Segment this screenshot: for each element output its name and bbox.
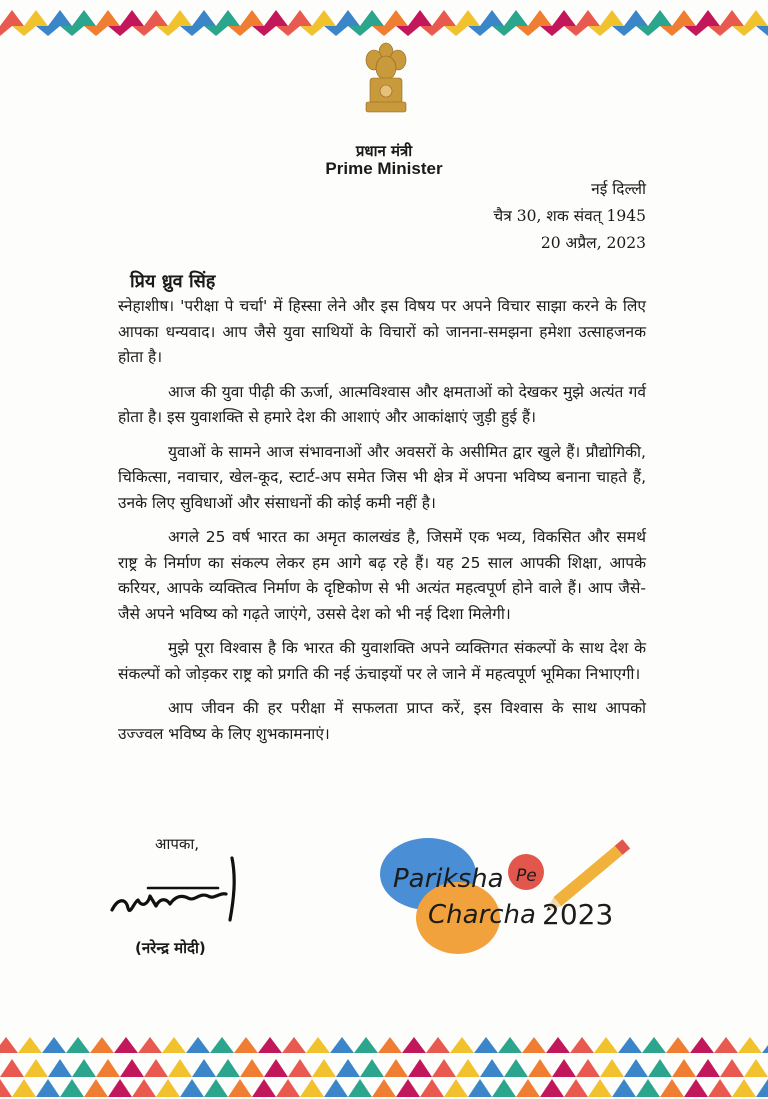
signatory-name: (नरेन्द्र मोदी) xyxy=(135,939,206,957)
letter-body xyxy=(118,294,646,756)
border-triangle xyxy=(348,26,372,36)
border-triangle xyxy=(108,26,132,36)
border-triangle xyxy=(576,10,600,26)
border-triangle xyxy=(276,1079,300,1097)
border-triangle xyxy=(306,1037,330,1053)
border-triangle xyxy=(324,1079,348,1097)
border-triangle xyxy=(156,1079,180,1097)
border-triangle xyxy=(0,26,12,36)
border-triangle xyxy=(72,10,96,26)
border-triangle xyxy=(258,1037,282,1053)
paragraph: युवाओं के सामने आज संभावनाओं और अवसरों के असीमित द्वार खुले हैं। प्रौद्योगिकी, चिकित्सा, नवाचार, खेल-कूद, स्टार्ट-अप समेत जिस भी क्षेत्र में अपना भविष्य बनाना चाहते हैं, उनके लिए सुविधाओं और संसाधनों की कोई कमी नहीं है। xyxy=(118,442,646,512)
border-triangle xyxy=(456,10,480,26)
border-triangle xyxy=(180,26,204,36)
border-triangle xyxy=(420,1079,444,1097)
border-triangle xyxy=(576,1059,600,1077)
border-triangle xyxy=(684,1079,708,1097)
border-triangle xyxy=(354,1037,378,1053)
border-triangle xyxy=(444,26,468,36)
border-triangle xyxy=(618,1037,642,1053)
border-triangle xyxy=(588,1079,612,1097)
border-triangle xyxy=(492,26,516,36)
border-triangle xyxy=(672,10,696,26)
paragraph: स्नेहाशीष। 'परीक्षा पे चर्चा' में हिस्सा लेने और इस विषय पर अपने विचार साझा करने के लिए आपका धन्यवाद। आप जैसे युवा साथियों के विचारों को जानना-समझना हमेशा उत्साहजनक होता है। xyxy=(118,297,646,366)
border-triangle xyxy=(450,1037,474,1053)
border-triangle xyxy=(228,1079,252,1097)
border-triangle xyxy=(612,26,636,36)
border-triangle xyxy=(732,26,756,36)
border-triangle xyxy=(360,10,384,26)
border-triangle xyxy=(348,1079,372,1097)
border-triangle xyxy=(312,1059,336,1077)
border-triangle xyxy=(156,26,180,36)
closing: आपका, xyxy=(155,835,200,853)
border-triangle xyxy=(18,1037,42,1053)
border-triangle xyxy=(552,10,576,26)
border-triangle xyxy=(48,1059,72,1077)
office-title-hindi: प्रधान मंत्री xyxy=(355,142,413,160)
border-triangle xyxy=(708,1079,732,1097)
border-triangle xyxy=(552,1059,576,1077)
border-triangle xyxy=(516,26,540,36)
border-triangle xyxy=(372,1079,396,1097)
place: नई दिल्ली xyxy=(591,180,646,198)
border-triangle xyxy=(204,1079,228,1097)
border-triangle xyxy=(36,26,60,36)
border-triangle xyxy=(564,1079,588,1097)
border-triangle xyxy=(660,26,684,36)
border-triangle xyxy=(522,1037,546,1053)
border-triangle xyxy=(720,1059,744,1077)
border-triangle xyxy=(636,1079,660,1097)
top-decorative-border xyxy=(0,0,768,40)
border-triangle xyxy=(588,26,612,36)
logo-word-charcha: Charcha xyxy=(428,900,536,930)
border-triangle xyxy=(672,1059,696,1077)
border-triangle xyxy=(624,1059,648,1077)
border-triangle xyxy=(12,1079,36,1097)
border-triangle xyxy=(480,10,504,26)
border-triangle xyxy=(612,1079,636,1097)
border-triangle xyxy=(252,1079,276,1097)
border-triangle xyxy=(36,1079,60,1097)
border-triangle xyxy=(480,1059,504,1077)
paragraph: आप जीवन की हर परीक्षा में सफलता प्राप्त करें, इस विश्वास के साथ आपको उज्ज्वल भविष्य के लिए शुभकामनाएं। xyxy=(118,699,646,743)
border-triangle xyxy=(408,10,432,26)
border-triangle xyxy=(282,1037,306,1053)
border-triangle xyxy=(402,1037,426,1053)
border-triangle xyxy=(600,1059,624,1077)
paragraph: मुझे पूरा विश्वास है कि भारत की युवाशक्ति अपने व्यक्तिगत संकल्पों के साथ देश के संकल्पों को जोड़कर राष्ट्र को प्रगति की नई ऊंचाइयों पर ले जाने में महत्वपूर्ण भूमिका निभाएगी। xyxy=(118,639,646,683)
border-triangle xyxy=(276,26,300,36)
border-triangle xyxy=(600,10,624,26)
border-triangle xyxy=(66,1037,90,1053)
border-triangle xyxy=(540,1079,564,1097)
border-triangle xyxy=(120,1059,144,1077)
border-triangle xyxy=(468,26,492,36)
border-triangle xyxy=(384,10,408,26)
border-triangle xyxy=(186,1037,210,1053)
logo-year: 2023 xyxy=(542,898,614,931)
border-triangle xyxy=(90,1037,114,1053)
border-triangle xyxy=(384,1059,408,1077)
border-triangle xyxy=(468,1079,492,1097)
border-triangle xyxy=(660,1079,684,1097)
border-triangle xyxy=(264,10,288,26)
border-triangle xyxy=(300,26,324,36)
border-triangle xyxy=(696,10,720,26)
border-triangle xyxy=(210,1037,234,1053)
border-triangle xyxy=(714,1037,738,1053)
border-triangle xyxy=(0,1037,18,1053)
border-triangle xyxy=(180,1079,204,1097)
border-triangle xyxy=(648,1059,672,1077)
border-triangle xyxy=(240,1059,264,1077)
border-triangle xyxy=(738,1037,762,1053)
border-triangle xyxy=(396,26,420,36)
border-triangle xyxy=(120,10,144,26)
border-triangle xyxy=(144,1059,168,1077)
border-triangle xyxy=(96,10,120,26)
border-triangle xyxy=(546,1037,570,1053)
border-triangle xyxy=(168,10,192,26)
border-triangle xyxy=(300,1079,324,1097)
border-triangle xyxy=(24,10,48,26)
gregorian-date: 20 अप्रैल, 2023 xyxy=(540,234,646,252)
border-triangle xyxy=(330,1037,354,1053)
border-triangle xyxy=(636,26,660,36)
border-triangle xyxy=(264,1059,288,1077)
border-triangle xyxy=(84,1079,108,1097)
border-triangle xyxy=(216,1059,240,1077)
border-triangle xyxy=(288,10,312,26)
border-triangle xyxy=(426,1037,450,1053)
paragraph: आज की युवा पीढ़ी की ऊर्जा, आत्मविश्वास और क्षमताओं को देखकर मुझे अत्यंत गर्व होता है। इस युवाशक्ति से हमारे देश की आशाएं और आकांक्षाएं जुड़ी हुई हैं। xyxy=(118,382,646,426)
border-triangle xyxy=(138,1037,162,1053)
border-triangle xyxy=(12,26,36,36)
border-triangle xyxy=(516,1079,540,1097)
border-triangle xyxy=(312,10,336,26)
border-triangle xyxy=(360,1059,384,1077)
border-triangle xyxy=(564,26,588,36)
border-triangle xyxy=(48,10,72,26)
border-triangle xyxy=(540,26,564,36)
border-triangle xyxy=(228,26,252,36)
border-triangle xyxy=(684,26,708,36)
pariksha-pe-charcha-logo xyxy=(378,826,638,966)
border-triangle xyxy=(114,1037,138,1053)
border-triangle xyxy=(0,1079,12,1097)
border-triangle xyxy=(444,1079,468,1097)
border-triangle xyxy=(708,26,732,36)
border-triangle xyxy=(528,10,552,26)
border-triangle xyxy=(144,10,168,26)
border-triangle xyxy=(744,10,768,26)
bottom-decorative-border xyxy=(0,1019,768,1099)
border-triangle xyxy=(432,10,456,26)
border-triangle xyxy=(192,1059,216,1077)
border-triangle xyxy=(732,1079,756,1097)
border-triangle xyxy=(204,26,228,36)
border-triangle xyxy=(24,1059,48,1077)
border-triangle xyxy=(60,1079,84,1097)
border-triangle xyxy=(96,1059,120,1077)
border-triangle xyxy=(336,10,360,26)
border-triangle xyxy=(504,10,528,26)
border-triangle xyxy=(0,1059,24,1077)
border-triangle xyxy=(528,1059,552,1077)
border-triangle xyxy=(756,26,768,36)
border-triangle xyxy=(168,1059,192,1077)
border-triangle xyxy=(108,1079,132,1097)
border-triangle xyxy=(252,26,276,36)
paragraph: अगले 25 वर्ष भारत का अमृत कालखंड है, जिसमें एक भव्य, विकसित और समर्थ राष्ट्र के निर्माण का संकल्प लेकर हम आगे बढ़ रहे हैं। यह 25 साल आपकी शिक्षा, आपके करियर, आपके व्यक्तित्व निर्माण के दृष्टिकोण से भी अत्यंत महत्वपूर्ण होने वाले हैं। आप जैसे-जैसे अपने भविष्य को गढ़ते जाएंगे, उससे देश को भी नई दिशा मिलेगी। xyxy=(118,528,646,623)
saka-date: चैत्र 30, शक संवत् 1945 xyxy=(493,207,646,225)
border-triangle xyxy=(648,10,672,26)
border-triangle xyxy=(42,1037,66,1053)
border-triangle xyxy=(762,1037,768,1053)
border-triangle xyxy=(216,10,240,26)
logo-word-pariksha: Pariksha xyxy=(393,864,504,894)
border-triangle xyxy=(690,1037,714,1053)
border-triangle xyxy=(234,1037,258,1053)
border-triangle xyxy=(132,26,156,36)
border-triangle xyxy=(288,1059,312,1077)
border-triangle xyxy=(240,10,264,26)
border-triangle xyxy=(624,10,648,26)
handwritten-signature xyxy=(108,848,258,928)
border-triangle xyxy=(420,26,444,36)
border-triangle xyxy=(594,1037,618,1053)
border-triangle xyxy=(72,1059,96,1077)
border-triangle xyxy=(396,1079,420,1097)
border-triangle xyxy=(474,1037,498,1053)
border-triangle xyxy=(162,1037,186,1053)
border-triangle xyxy=(744,1059,768,1077)
border-triangle xyxy=(666,1037,690,1053)
border-triangle xyxy=(0,10,24,26)
border-triangle xyxy=(132,1079,156,1097)
border-triangle xyxy=(492,1079,516,1097)
border-triangle xyxy=(378,1037,402,1053)
border-triangle xyxy=(408,1059,432,1077)
border-triangle xyxy=(696,1059,720,1077)
border-triangle xyxy=(720,10,744,26)
border-triangle xyxy=(192,10,216,26)
salutation: प्रिय ध्रुव सिंह xyxy=(130,271,216,292)
border-triangle xyxy=(372,26,396,36)
office-title-english: Prime Minister xyxy=(325,159,443,178)
border-triangle xyxy=(84,26,108,36)
border-triangle xyxy=(570,1037,594,1053)
border-triangle xyxy=(642,1037,666,1053)
border-triangle xyxy=(336,1059,360,1077)
border-triangle xyxy=(504,1059,528,1077)
border-triangle xyxy=(60,26,84,36)
border-triangle xyxy=(324,26,348,36)
date-block xyxy=(493,176,646,257)
national-emblem-icon xyxy=(358,38,414,138)
border-triangle xyxy=(498,1037,522,1053)
logo-word-pe: Pe xyxy=(516,866,537,886)
border-triangle xyxy=(456,1059,480,1077)
border-triangle xyxy=(432,1059,456,1077)
border-triangle xyxy=(756,1079,768,1097)
